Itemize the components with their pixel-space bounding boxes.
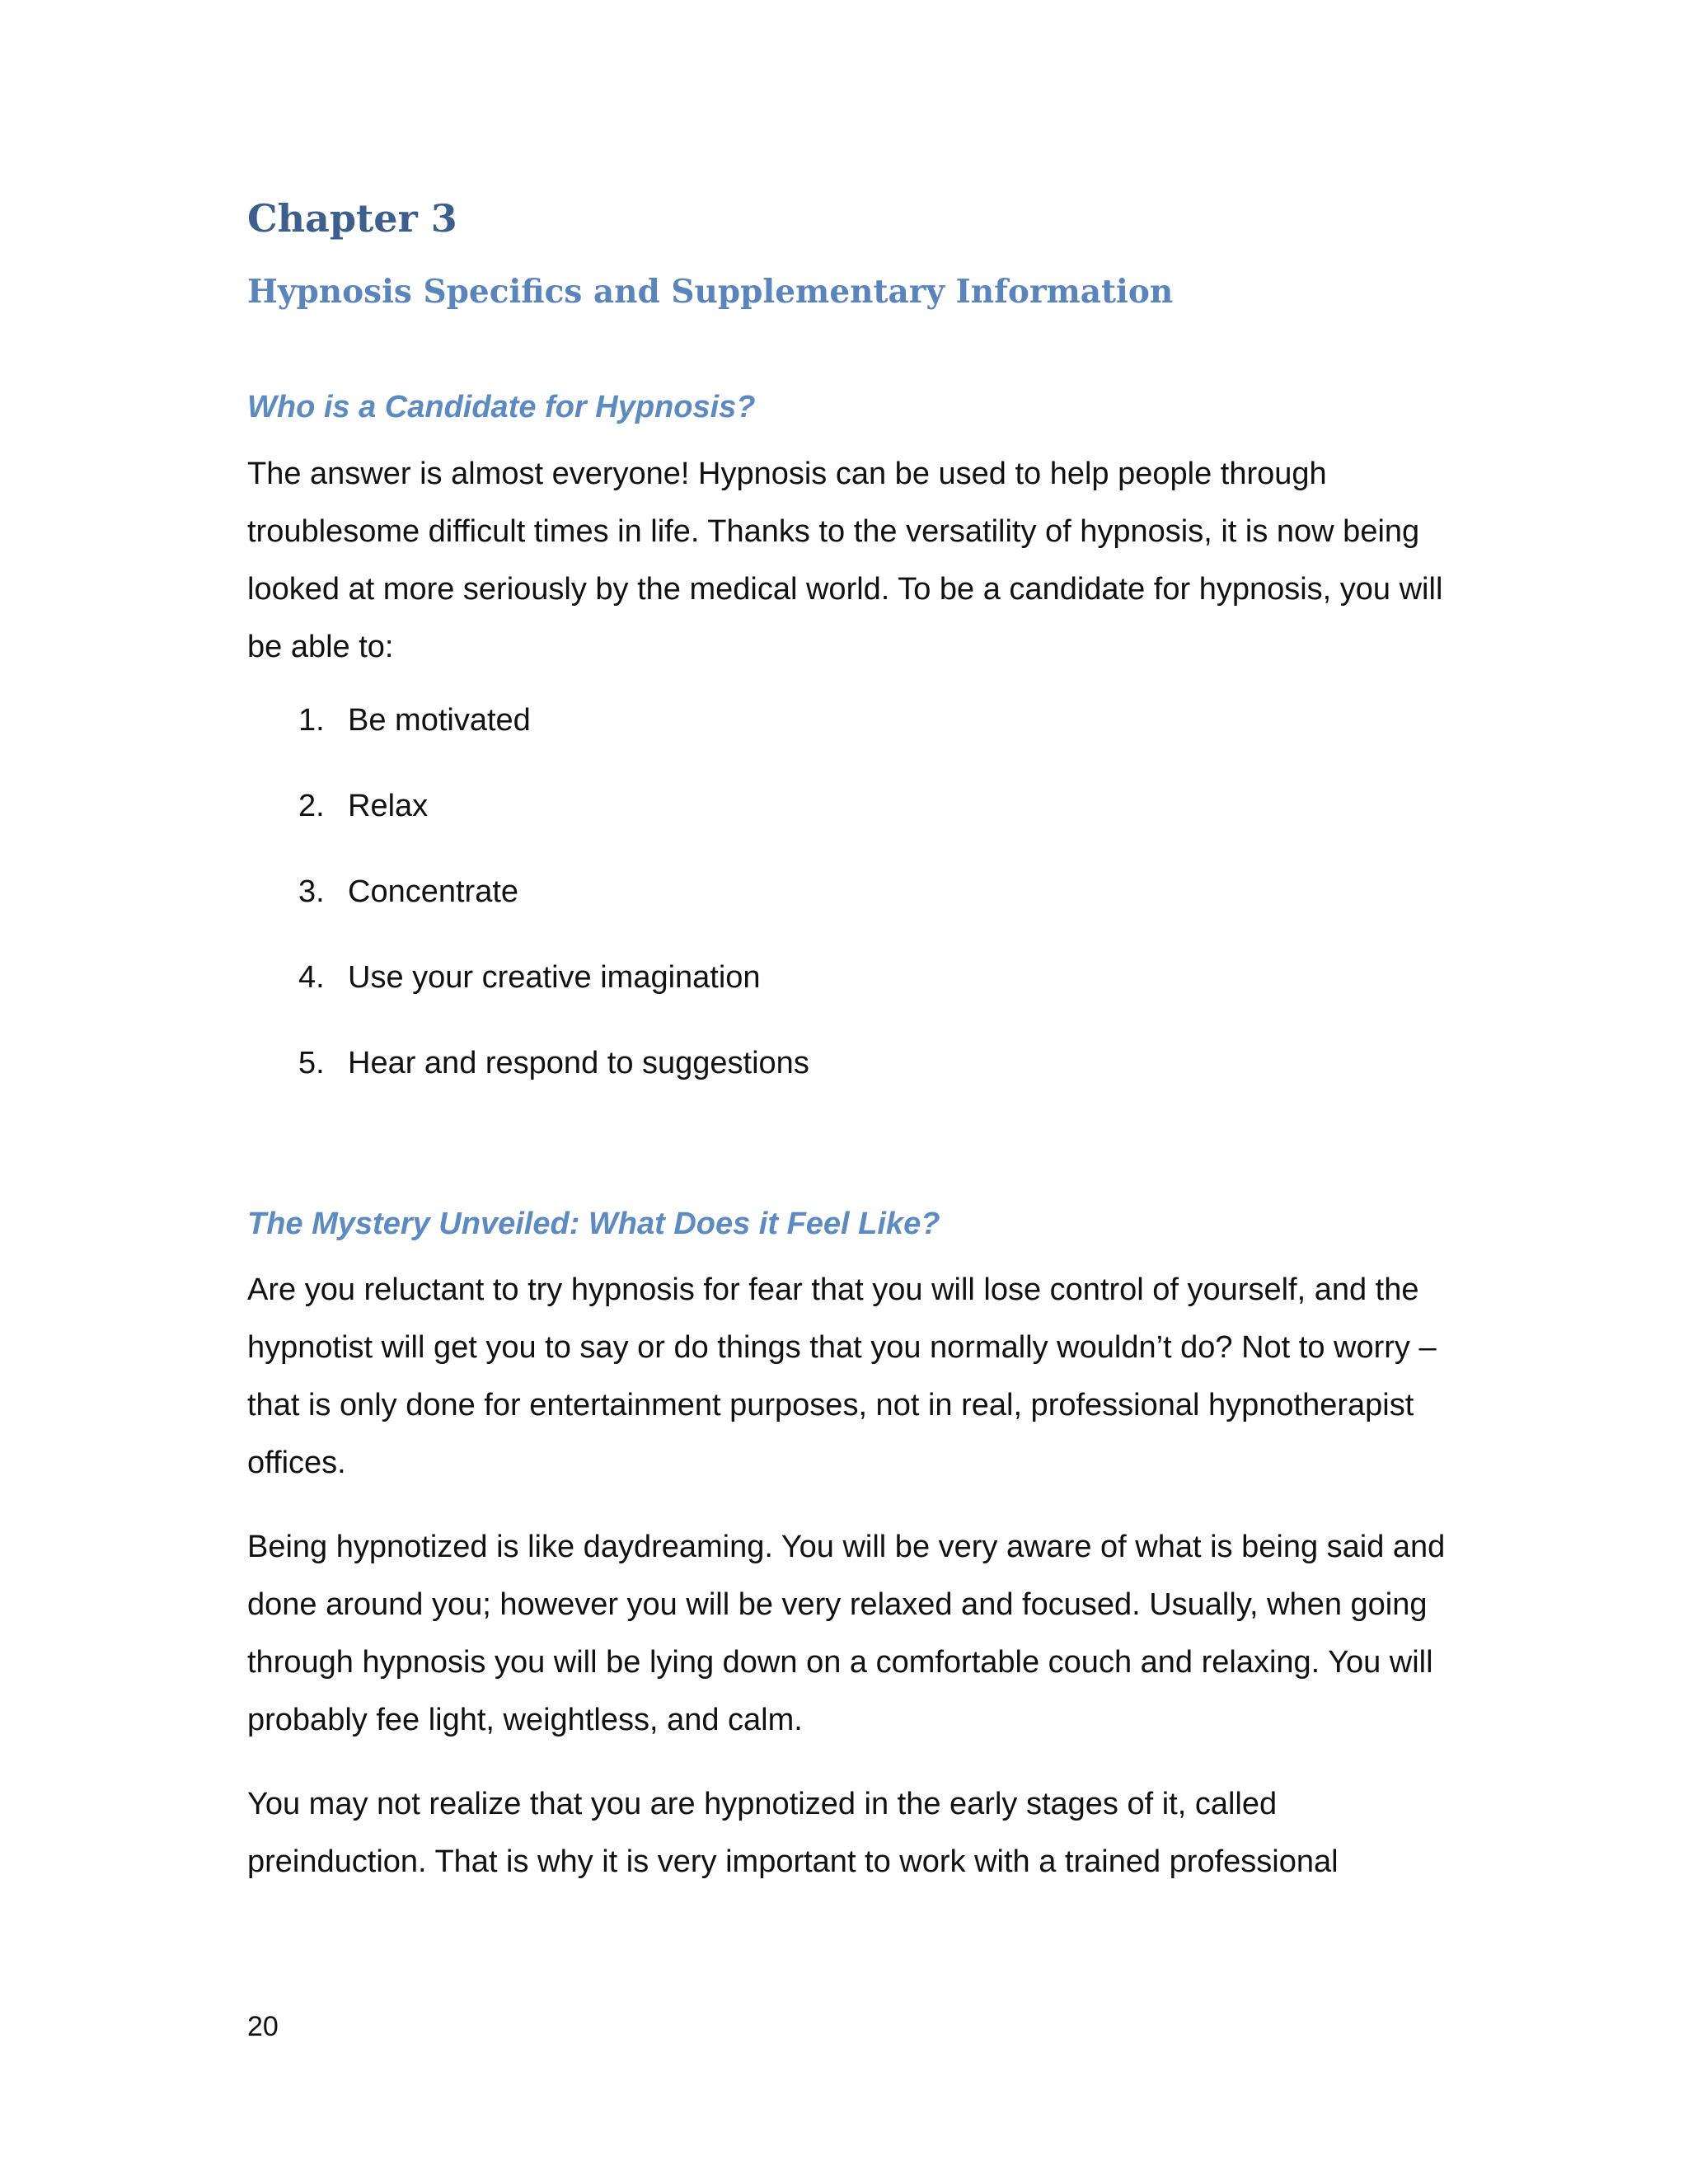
page-number: 20	[247, 2011, 279, 2042]
list-item	[247, 788, 1451, 825]
candidate-requirements-list	[247, 702, 1451, 1082]
section-heading-candidate: Who is a Candidate for Hypnosis?	[247, 389, 756, 424]
list-item-text: Relax	[348, 788, 429, 823]
list-item-text: Hear and respond to suggestions	[348, 1045, 809, 1080]
section-paragraph-mystery-1: Are you reluctant to try hypnosis for fear that you will lose control of yourself, and the hypnotist will get you to say or do things that you normally wouldn’t do? Not to worry – that is only done for entertainment purposes, not in real, professional hypnotherapist offices.	[247, 1272, 1437, 1481]
section-paragraph-candidate: The answer is almost everyone! Hypnosis can be used to help people through troublesome difficult times in life. Thanks to the versatility of hypnosis, it is now being looked at more seriously by the medical world. To be a candidate for hypnosis, you will be able to:	[247, 456, 1443, 664]
list-item-text: Be motivated	[348, 702, 531, 738]
list-item-text: Concentrate	[348, 874, 519, 909]
list-item-number-wrapper	[247, 959, 348, 996]
page-content	[247, 196, 1451, 1891]
list-item-number: 4.	[298, 959, 325, 995]
list-item	[247, 702, 1451, 739]
list-item-number: 5.	[298, 1045, 325, 1080]
list-item-number-wrapper	[247, 788, 348, 825]
section-paragraph-mystery-3: You may not realize that you are hypnotized in the early stages of it, called preinduction. That is why it is very important to work with a trained professional	[247, 1787, 1339, 1880]
list-item	[247, 874, 1451, 911]
list-item-number: 3.	[298, 874, 325, 909]
list-item	[247, 1045, 1451, 1082]
chapter-title: Chapter 3	[247, 196, 457, 241]
chapter-subtitle: Hypnosis Specifics and Supplementary Information	[247, 273, 1174, 312]
list-item	[247, 959, 1451, 996]
section-heading-mystery: The Mystery Unveiled: What Does it Feel Like?	[247, 1206, 940, 1241]
list-item-text: Use your creative imagination	[348, 959, 761, 995]
section-paragraph-mystery-2: Being hypnotized is like daydreaming. You will be very aware of what is being said and done around you; however you will be very relaxed and focused. Usually, when going through hypnosis you will be lying down on a comfortable couch and relaxing. You will probably fee light, weightless, and calm.	[247, 1530, 1446, 1738]
list-item-number: 2.	[298, 788, 325, 823]
list-item-number-wrapper	[247, 702, 348, 739]
list-item-number-wrapper	[247, 1045, 348, 1082]
list-item-number-wrapper	[247, 874, 348, 911]
list-item-number: 1.	[298, 702, 325, 738]
